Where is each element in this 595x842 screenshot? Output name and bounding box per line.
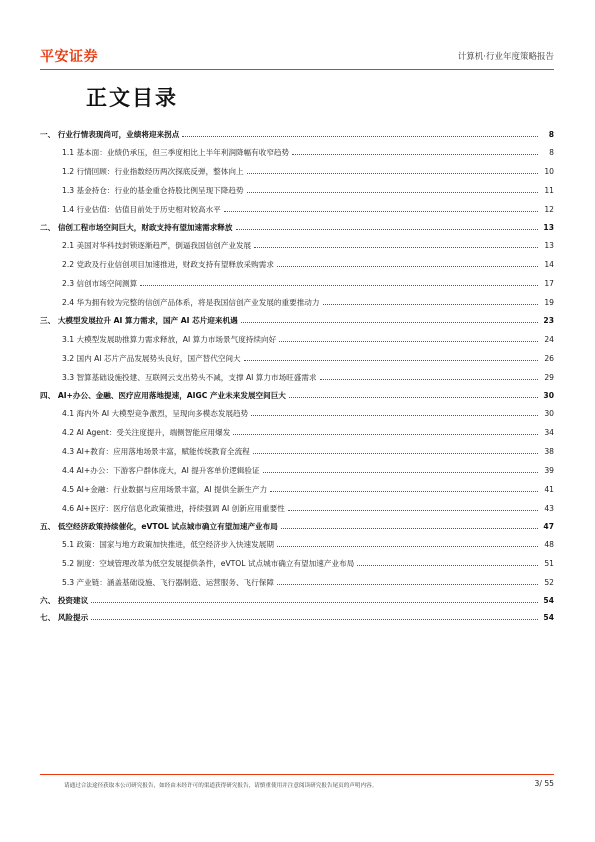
toc-dot-leader (277, 583, 538, 585)
toc-entry-page: 29 (544, 372, 554, 382)
toc-entry-title: 4.4 AI+办公：下游客户群体庞大，AI 提升客单价逻辑验证 (62, 465, 260, 475)
toc-entry-page: 34 (544, 427, 554, 437)
toc-entry-title: 一、 行业行情表现尚可，业绩将迎来拐点 (40, 130, 180, 139)
brand-logo: 平安证券 (40, 49, 98, 65)
toc-entry-title: 2.1 美国对华科技封锁逐渐趋严，倒逼我国信创产业发展 (62, 241, 252, 251)
toc-dot-leader (270, 490, 538, 492)
toc-chapter-entry[interactable] (40, 592, 554, 609)
toc-chapter-entry[interactable] (40, 387, 554, 404)
footer-divider (40, 774, 554, 775)
toc-entry-page: 23 (543, 316, 554, 326)
toc-dot-leader (236, 228, 539, 230)
toc-chapter-entry[interactable] (40, 312, 554, 329)
toc-entry-page: 14 (544, 260, 554, 270)
toc-entry-title: 1.4 行业估值：估值目前处于历史相对较高水平 (62, 205, 221, 215)
toc-section-entry[interactable] (40, 181, 554, 200)
toc-entry-title: 五、 低空经济政策持续催化，eVTOL 试点城市确立有望加速产业布局 (40, 521, 278, 531)
page-number: 3/ 55 (534, 779, 554, 788)
toc-dot-leader (323, 303, 539, 305)
toc-entry-title: 4.5 AI+金融：行业数据与应用场景丰富，AI 提供全新生产力 (62, 484, 268, 494)
toc-entry-title: 三、 大模型发展拉升 AI 算力需求，国产 AI 芯片迎来机遇 (40, 316, 238, 326)
toc-entry-page: 41 (544, 484, 554, 494)
toc-chapter-entry[interactable] (40, 219, 554, 236)
toc-entry-page: 11 (544, 186, 554, 196)
report-type-label: 计算机·行业年度策略报告 (457, 52, 554, 62)
toc-entry-title: 5.3 产业链：涵盖基础设施、飞行器制造、运营服务、飞行保障 (62, 577, 274, 587)
toc-dot-leader (244, 359, 538, 361)
toc-dot-leader (91, 618, 538, 620)
toc-entry-page: 10 (544, 167, 554, 177)
toc-entry-title: 4.3 AI+教育：应用落地场景丰富，赋能传统教育全流程 (62, 446, 250, 456)
toc-section-entry[interactable] (40, 236, 554, 255)
toc-dot-leader (247, 191, 538, 193)
toc-entry-page: 24 (544, 334, 554, 344)
toc-entry-page: 13 (544, 241, 554, 251)
toc-entry-title: 3.3 智算基础设施投建、互联网云支出势头不减，支撑 AI 算力市场旺盛需求 (62, 372, 317, 382)
toc-section-entry[interactable] (40, 480, 554, 499)
toc-section-entry[interactable] (40, 573, 554, 592)
toc-dot-leader (288, 509, 538, 511)
toc-dot-leader (357, 564, 538, 566)
toc-section-entry[interactable] (40, 349, 554, 368)
toc-entry-title: 5.2 制度：空域管理改革为低空发展提供条件，eVTOL 试点城市确立有望加速产业布局 (62, 558, 355, 568)
toc-entry-page: 52 (544, 577, 554, 587)
toc-dot-leader (91, 601, 538, 603)
toc-dot-leader (182, 135, 538, 137)
toc-dot-leader (281, 527, 538, 529)
toc-section-entry[interactable] (40, 143, 554, 162)
toc-entry-title: 1.1 基本面：业绩仍承压，但三季度相比上半年利润降幅有收窄趋势 (62, 148, 290, 158)
toc-section-entry[interactable] (40, 404, 554, 423)
toc-dot-leader (241, 321, 538, 323)
toc-entry-title: 2.3 信创市场空间测算 (62, 279, 138, 289)
toc-entry-page: 30 (544, 408, 554, 418)
toc-dot-leader (292, 153, 538, 155)
toc-chapter-entry[interactable] (40, 126, 554, 143)
toc-entry-page: 38 (544, 446, 554, 456)
toc-entry-page: 26 (544, 353, 554, 363)
toc-entry-page: 8 (548, 130, 554, 139)
toc-section-entry[interactable] (40, 499, 554, 518)
toc-section-entry[interactable] (40, 293, 554, 312)
toc-entry-title: 2.2 党政及行业信创项目加速推进，财政支持有望释放采购需求 (62, 260, 274, 270)
toc-entry-page: 8 (549, 148, 554, 158)
toc-section-entry[interactable] (40, 255, 554, 274)
toc-section-entry[interactable] (40, 162, 554, 181)
toc-dot-leader (279, 340, 538, 342)
toc-entry-page: 54 (543, 595, 554, 605)
toc-section-entry[interactable] (40, 200, 554, 219)
toc-entry-page: 13 (543, 223, 554, 233)
toc-section-entry[interactable] (40, 423, 554, 442)
toc-dot-leader (320, 378, 538, 380)
toc-section-entry[interactable] (40, 554, 554, 573)
toc-entry-title: 六、 投资建议 (40, 595, 89, 605)
toc-section-entry[interactable] (40, 274, 554, 293)
toc-entry-page: 19 (544, 298, 554, 308)
toc-entry-page: 12 (544, 205, 554, 215)
toc-entry-title: 2.4 华为拥有较为完整的信创产品体系，将是我国信创产业发展的重要推动力 (62, 298, 320, 308)
toc-entry-page: 43 (544, 503, 554, 513)
toc-section-entry[interactable] (40, 368, 554, 387)
toc-section-entry[interactable] (40, 330, 554, 349)
toc-entry-title: 4.2 AI Agent：受关注度提升，端侧智能应用爆发 (62, 427, 231, 437)
footer-disclaimer: 请通过合法途径获取本公司研究报告，如经由未经许可的渠道获得研究报告，请慎重使用并注意阅读研究报告尾页的声明内容。 (64, 783, 378, 789)
toc-dot-leader (140, 284, 538, 286)
toc-entry-title: 5.1 政策：国家与地方政策加快推进，低空经济步入快速发展期 (62, 539, 274, 549)
toc-section-entry[interactable] (40, 461, 554, 480)
toc-entry-title: 4.6 AI+医疗：医疗信息化政策推进，持续强调 AI 创新应用重要性 (62, 503, 285, 513)
toc-entry-title: 3.2 国内 AI 芯片产品发展势头良好，国产替代空间大 (62, 353, 241, 363)
toc-entry-page: 39 (544, 465, 554, 475)
toc-entry-page: 54 (543, 613, 554, 623)
toc-entry-page: 51 (544, 558, 554, 568)
toc-entry-title: 4.1 海内外 AI 大模型竞争激烈，呈现向多模态发展趋势 (62, 408, 249, 418)
toc-entry-title: 七、 风险提示 (40, 613, 89, 623)
toc-dot-leader (224, 210, 538, 212)
toc-chapter-entry[interactable] (40, 518, 554, 535)
toc-dot-leader (277, 545, 538, 547)
toc-entry-title: 3.1 大模型发展助推算力需求释放，AI 算力市场景气度持续向好 (62, 334, 277, 344)
toc-dot-leader (251, 414, 538, 416)
table-of-contents (40, 126, 554, 626)
toc-entry-title: 四、 AI+办公、金融、医疗应用落地提速，AIGC 产业未来发展空间巨大 (40, 390, 286, 400)
header-divider (40, 69, 554, 70)
toc-entry-page: 17 (544, 279, 554, 289)
toc-dot-leader (263, 471, 538, 473)
toc-dot-leader (254, 246, 538, 248)
toc-entry-title: 1.3 基金持仓：行业的基金重仓持股比例呈现下降趋势 (62, 186, 244, 196)
toc-dot-leader (253, 452, 538, 454)
toc-entry-page: 48 (544, 539, 554, 549)
toc-entry-title: 1.2 行情回顾：行业指数经历两次探底反弹，整体向上 (62, 167, 244, 177)
toc-section-entry[interactable] (40, 535, 554, 554)
toc-entry-title: 二、 信创工程市场空间巨大，财政支持有望加速需求释放 (40, 223, 233, 233)
page-title: 正文目录 (86, 85, 178, 110)
toc-dot-leader (247, 172, 538, 174)
toc-section-entry[interactable] (40, 442, 554, 461)
toc-chapter-entry[interactable] (40, 609, 554, 626)
toc-entry-page: 30 (543, 390, 554, 400)
toc-dot-leader (277, 265, 538, 267)
page-header (40, 44, 554, 68)
toc-dot-leader (289, 396, 538, 398)
toc-dot-leader (233, 433, 538, 435)
toc-entry-page: 47 (543, 521, 554, 531)
